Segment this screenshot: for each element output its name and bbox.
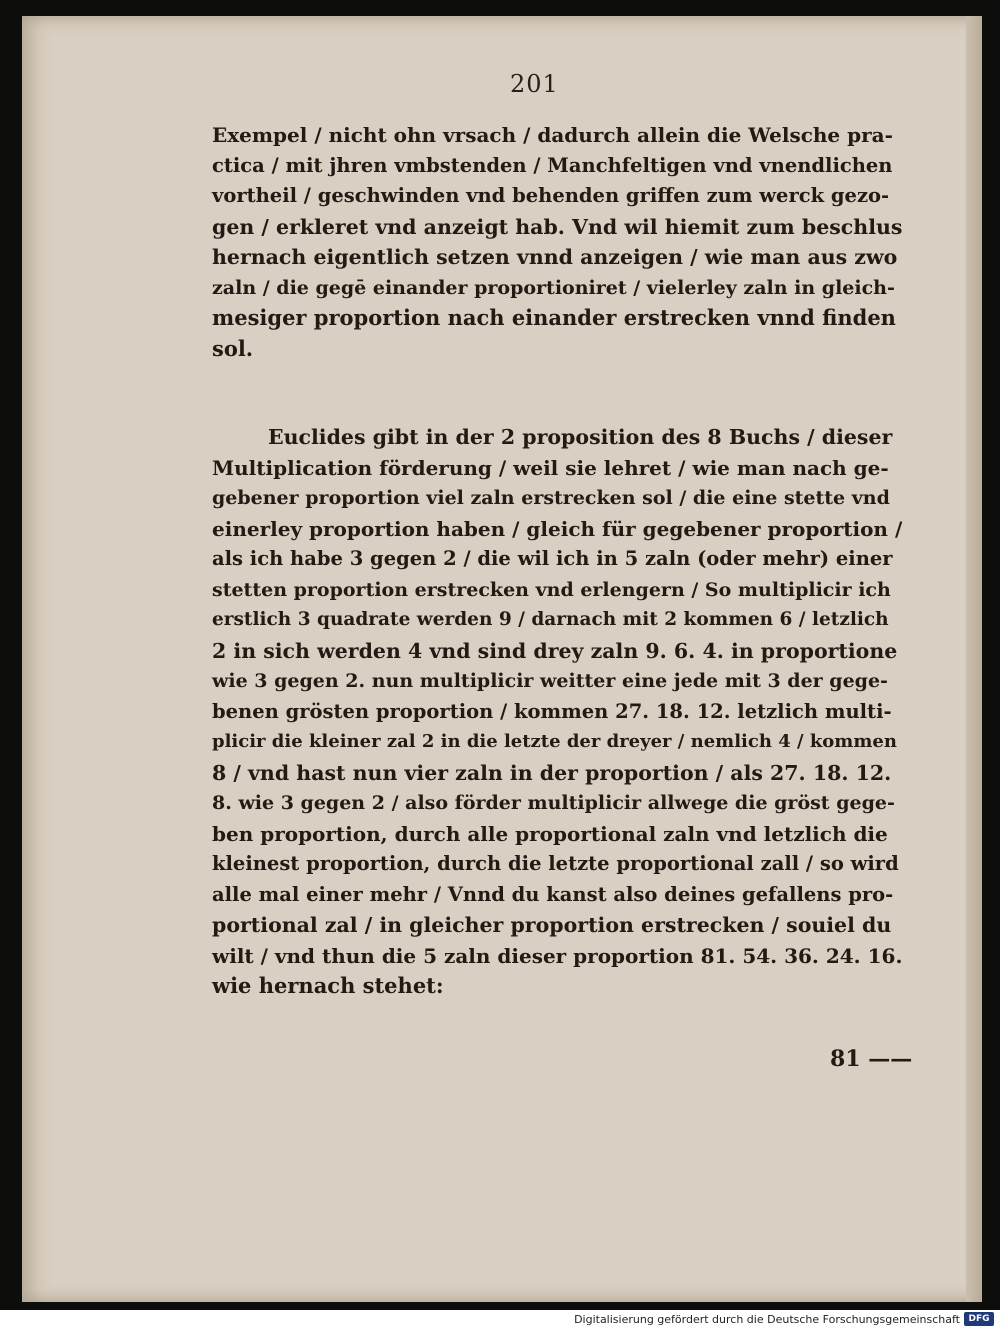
text-line: 8. wie 3 gegen 2 / also förder multiplicir allwege die gröst gege-: [212, 792, 895, 814]
text-line: kleinest proportion, durch die letzte proportional zall / so wird: [212, 852, 899, 875]
dfg-logo: DFG: [964, 1312, 994, 1326]
text-line: Euclides gibt in der 2 proposition des 8 Buchs / dieser: [268, 425, 893, 449]
text-line: einerley proportion haben / gleich für gegebener proportion /: [212, 516, 903, 541]
text-line: gen / erkleret vnd anzeigt hab. Vnd wil hiemit zum beschlus: [212, 214, 903, 239]
text-line: Exempel / nicht ohn vrsach / dadurch allein die Welsche pra-: [212, 123, 893, 147]
catchword: 81 ——: [830, 1046, 913, 1072]
text-line: 2 in sich werden 4 vnd sind drey zaln 9. 6. 4. in proportione: [212, 638, 898, 663]
footer-bar: [0, 1310, 1000, 1330]
page-edge: [966, 16, 982, 1302]
text-line: wie hernach stehet:: [212, 973, 444, 998]
text-line: alle mal einer mehr / Vnnd du kanst also deines gefallens pro-: [212, 882, 894, 906]
paragraph-1: [212, 120, 902, 364]
text-line: ben proportion, durch alle proportional zaln vnd letzlich die: [212, 821, 888, 846]
funding-credit: Digitalisierung gefördert durch die Deutsche Forschungsgemeinschaft: [574, 1313, 960, 1326]
text-line: als ich habe 3 gegen 2 / die wil ich in 5 zaln (oder mehr) einer: [212, 547, 893, 570]
text-line: benen grösten proportion / kommen 27. 18. 12. letzlich multi-: [212, 699, 892, 723]
text-line: ctica / mit jhren vmbstenden / Manchfeltigen vnd vnendlichen: [212, 153, 893, 177]
text-line: wie 3 gegen 2. nun multiplicir weitter eine jede mit 3 der gege-: [212, 670, 888, 692]
text-line: gebener proportion viel zaln erstrecken sol / die eine stette vnd: [212, 487, 890, 509]
text-line: plicir die kleiner zal 2 in die letzte der dreyer / nemlich 4 / kommen: [212, 731, 897, 752]
text-line: vortheil / geschwinden vnd behenden griffen zum werck gezo-: [212, 184, 890, 207]
text-line: stetten proportion erstrecken vnd erlengern / So multiplicir ich: [212, 578, 891, 601]
paragraph-2: [212, 422, 902, 1002]
text-line: wilt / vnd thun die 5 zaln dieser proportion 81. 54. 36. 24. 16.: [212, 943, 903, 968]
page-number: 201: [510, 70, 559, 98]
text-line: zaln / die gegē einander proportioniret / vielerley zaln in gleich-: [212, 276, 895, 299]
text-line: portional zal / in gleicher proportion erstrecken / souiel du: [212, 913, 892, 937]
text-line: mesiger proportion nach einander erstrecken vnnd finden: [212, 305, 896, 330]
text-line: Multiplication förderung / weil sie lehret / wie man nach ge-: [212, 455, 889, 480]
text-line: sol.: [212, 335, 254, 361]
text-line: erstlich 3 quadrate werden 9 / darnach mit 2 kommen 6 / letzlich: [212, 609, 889, 630]
text-line: hernach eigentlich setzen vnnd anzeigen / wie man aus zwo: [212, 245, 898, 269]
text-line: 8 / vnd hast nun vier zaln in der proportion / als 27. 18. 12.: [212, 760, 892, 785]
